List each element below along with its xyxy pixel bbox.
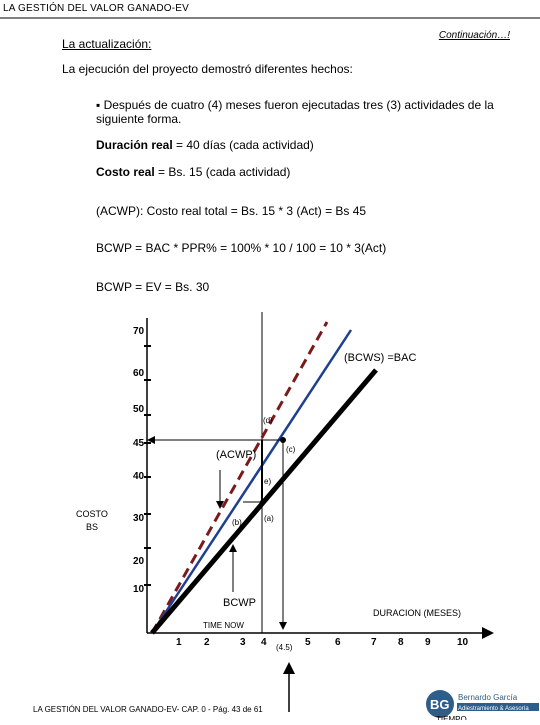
costo-label: Costo real — [96, 165, 155, 179]
y-axis-title-line1: COSTO — [76, 509, 108, 519]
x-tick-6: 6 — [335, 637, 341, 648]
brand-logo-graphic — [424, 688, 540, 720]
bcwp-label: BCWP — [223, 597, 256, 609]
bcwp-ev-line: BCWP = EV = Bs. 30 — [96, 280, 210, 294]
logo-extra: TIEMPO — [436, 715, 467, 720]
intro-text: La ejecución del proyecto demostró diferentes hechos: — [62, 62, 353, 76]
label-c: (c) — [286, 445, 296, 454]
y-tick-40: 40 — [133, 471, 145, 482]
section-title: La actualización: — [62, 37, 152, 51]
brand-logo — [424, 688, 540, 720]
point-c — [280, 437, 286, 443]
y-tick-20: 20 — [133, 556, 145, 567]
x-tick-4-5: (4.5) — [276, 643, 293, 652]
y-tick-30: 30 — [133, 513, 145, 524]
acwp-line: (ACWP): Costo real total = Bs. 15 * 3 (Act) = Bs 45 — [96, 204, 367, 218]
x-tick-2: 2 — [204, 637, 210, 648]
y-tick-50: 50 — [133, 404, 145, 415]
duracion-label: Duración real — [96, 138, 173, 152]
point-a — [260, 500, 264, 504]
x-tick-5: 5 — [305, 637, 311, 648]
y-tick-70: 70 — [133, 326, 145, 337]
x-tick-10: 10 — [457, 637, 469, 648]
planned-dashed-line — [152, 322, 327, 633]
bcwp-line: BCWP = BAC * PPR% = 100% * 10 / 100 = 10 * 3(Act) — [96, 241, 387, 255]
continuation-link[interactable]: Continuación…! — [438, 30, 510, 41]
y-tick-45: 45 — [133, 438, 145, 449]
bullet-text: ▪ Después de cuatro (4) meses fueron ejecutadas tres (3) actividades de la siguiente forma. — [96, 98, 494, 126]
bcws-label: (BCWS) =BAC — [344, 352, 417, 364]
x-tick-9: 9 — [425, 637, 431, 648]
logo-tagline: Adiestramiento & Asesoría — [458, 706, 529, 712]
label-b: (b) — [232, 518, 242, 527]
y-tick-10: 10 — [133, 584, 145, 595]
time-now-label: TIME NOW — [203, 621, 244, 630]
x-axis-title: DURACION (MESES) — [373, 608, 462, 618]
label-a: (a) — [264, 514, 274, 523]
x-tick-1: 1 — [176, 637, 182, 648]
x-tick-7: 7 — [371, 637, 377, 648]
y-tick-60: 60 — [133, 368, 145, 379]
x-tick-4: 4 — [261, 637, 267, 648]
label-e: e) — [264, 477, 272, 486]
header-title: LA GESTIÓN DEL VALOR GANADO-EV — [3, 3, 190, 14]
bcwp-line-series — [152, 370, 376, 633]
logo-initials: BG — [430, 697, 450, 712]
label-d: (d) — [263, 416, 273, 425]
duracion-value: = 40 días (cada actividad) — [172, 138, 314, 152]
x-tick-8: 8 — [398, 637, 404, 648]
costo-value: = Bs. 15 (cada actividad) — [154, 165, 291, 179]
logo-name: Bernardo García — [458, 693, 518, 702]
x-tick-3: 3 — [240, 637, 246, 648]
acwp-line-series — [152, 330, 351, 633]
y-axis-title-line2: BS — [86, 522, 99, 532]
acwp-label: (ACWP) — [216, 449, 257, 461]
footer-text: LA GESTIÓN DEL VALOR GANADO-EV- CAP. 0 - Pág. 43 de 61 — [33, 705, 263, 714]
